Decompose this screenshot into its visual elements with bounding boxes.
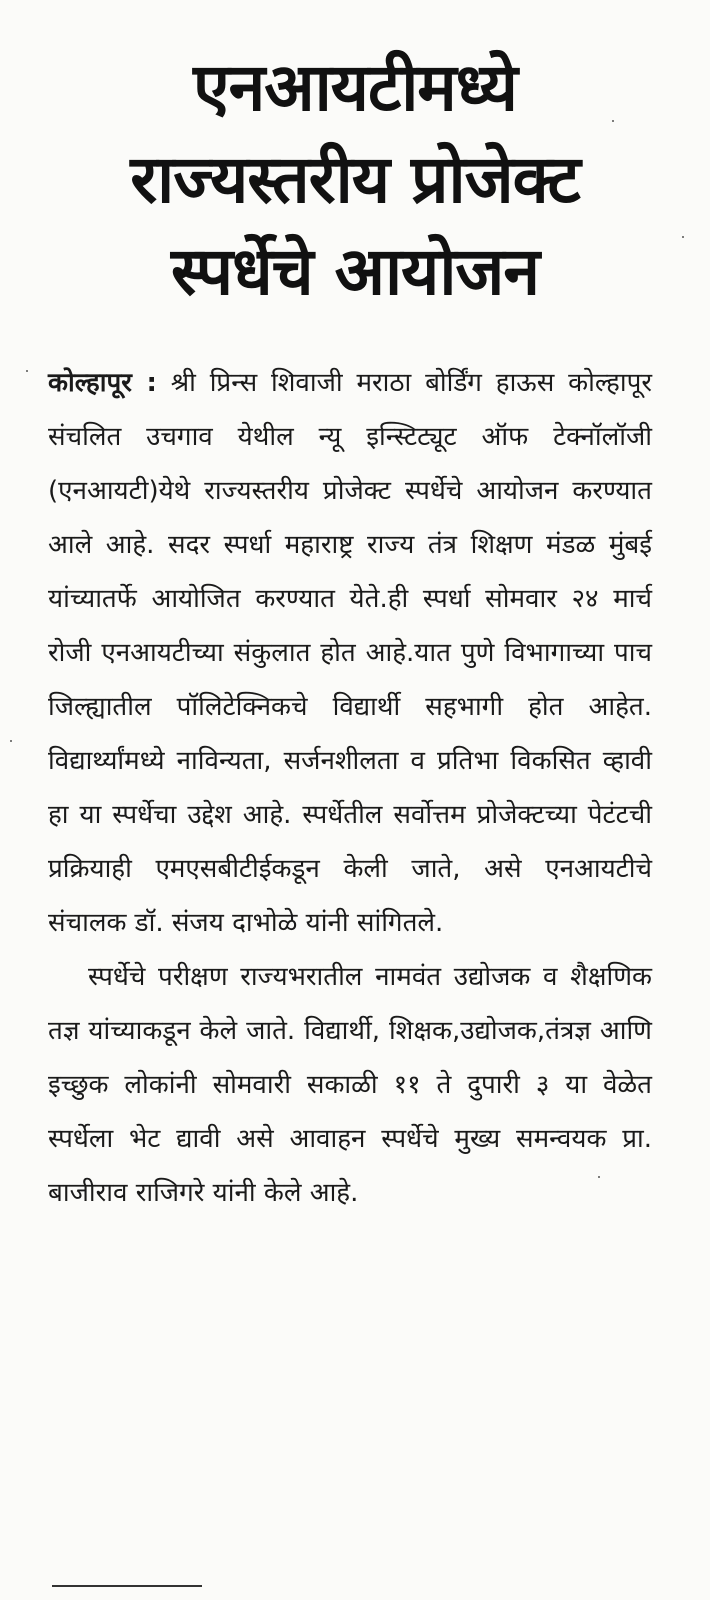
article-paragraph-2: स्पर्धेचे परीक्षण राज्यभरातील नामवंत उद्योजक व शैक्षणिक तज्ञ यांच्याकडून केले जाते. विद्यार्थी, शिक्षक,उद्योजक,तंत्रज्ञ आणि इच्छुक लोकांनी सोमवारी सकाळी ११ ते दुपारी ३ या वेळेत स्पर्धेला भेट द्यावी असे आवाहन स्पर्धेचे मुख्य समन्वयक प्रा. बाजीराव राजिगरे यांनी केले आहे. [48, 962, 652, 1208]
article-body [48, 356, 652, 1220]
paragraph-1-text: श्री प्रिन्स शिवाजी मराठा बोर्डिंग हाऊस कोल्हापूर संचलित उचगाव येथील न्यू इन्स्टिट्यूट ऑफ टेक्नॉलॉजी (एनआयटी)येथे राज्यस्तरीय प्रोजेक्ट स्पर्धेचे आयोजन करण्यात आले आहे. सदर स्पर्धा महाराष्ट्र राज्य तंत्र शिक्षण मंडळ मुंबई यांच्यातर्फे आयोजित करण्यात येते.ही स्पर्धा सोमवार २४ मार्च रोजी एनआयटीच्या संकुलात होत आहे.यात पुणे विभागाच्या पाच जिल्ह्यातील पॉलिटेक्निकचे विद्यार्थी सहभागी होत आहेत. विद्यार्थ्यांमध्ये नाविन्यता, सर्जनशीलता व प्रतिभा विकसित व्हावी हा या स्पर्धेचा उद्देश आहे. स्पर्धेतील सर्वोत्तम प्रोजेक्टच्या पेटंटची प्रक्रियाही एमएसबीटीईकडून केली जाते, असे एनआयटीचे संचालक डॉ. संजय दाभोळे यांनी सांगितले. [48, 368, 652, 938]
scan-speck [10, 740, 12, 742]
headline-line-3: स्पर्धेचे आयोजन [170, 233, 540, 310]
scan-speck [598, 1176, 600, 1178]
scan-speck [612, 120, 614, 122]
headline-line-2: राज्यस्तरीय प्रोजेक्ट [130, 141, 580, 218]
headline [0, 42, 710, 318]
scan-speck [682, 236, 684, 238]
scan-speck [26, 370, 28, 372]
headline-line-1: एनआयटीमध्ये [193, 49, 517, 126]
bottom-rule [52, 1585, 202, 1587]
article-paragraph-1 [48, 356, 652, 950]
dateline: कोल्हापूर : [48, 368, 157, 398]
